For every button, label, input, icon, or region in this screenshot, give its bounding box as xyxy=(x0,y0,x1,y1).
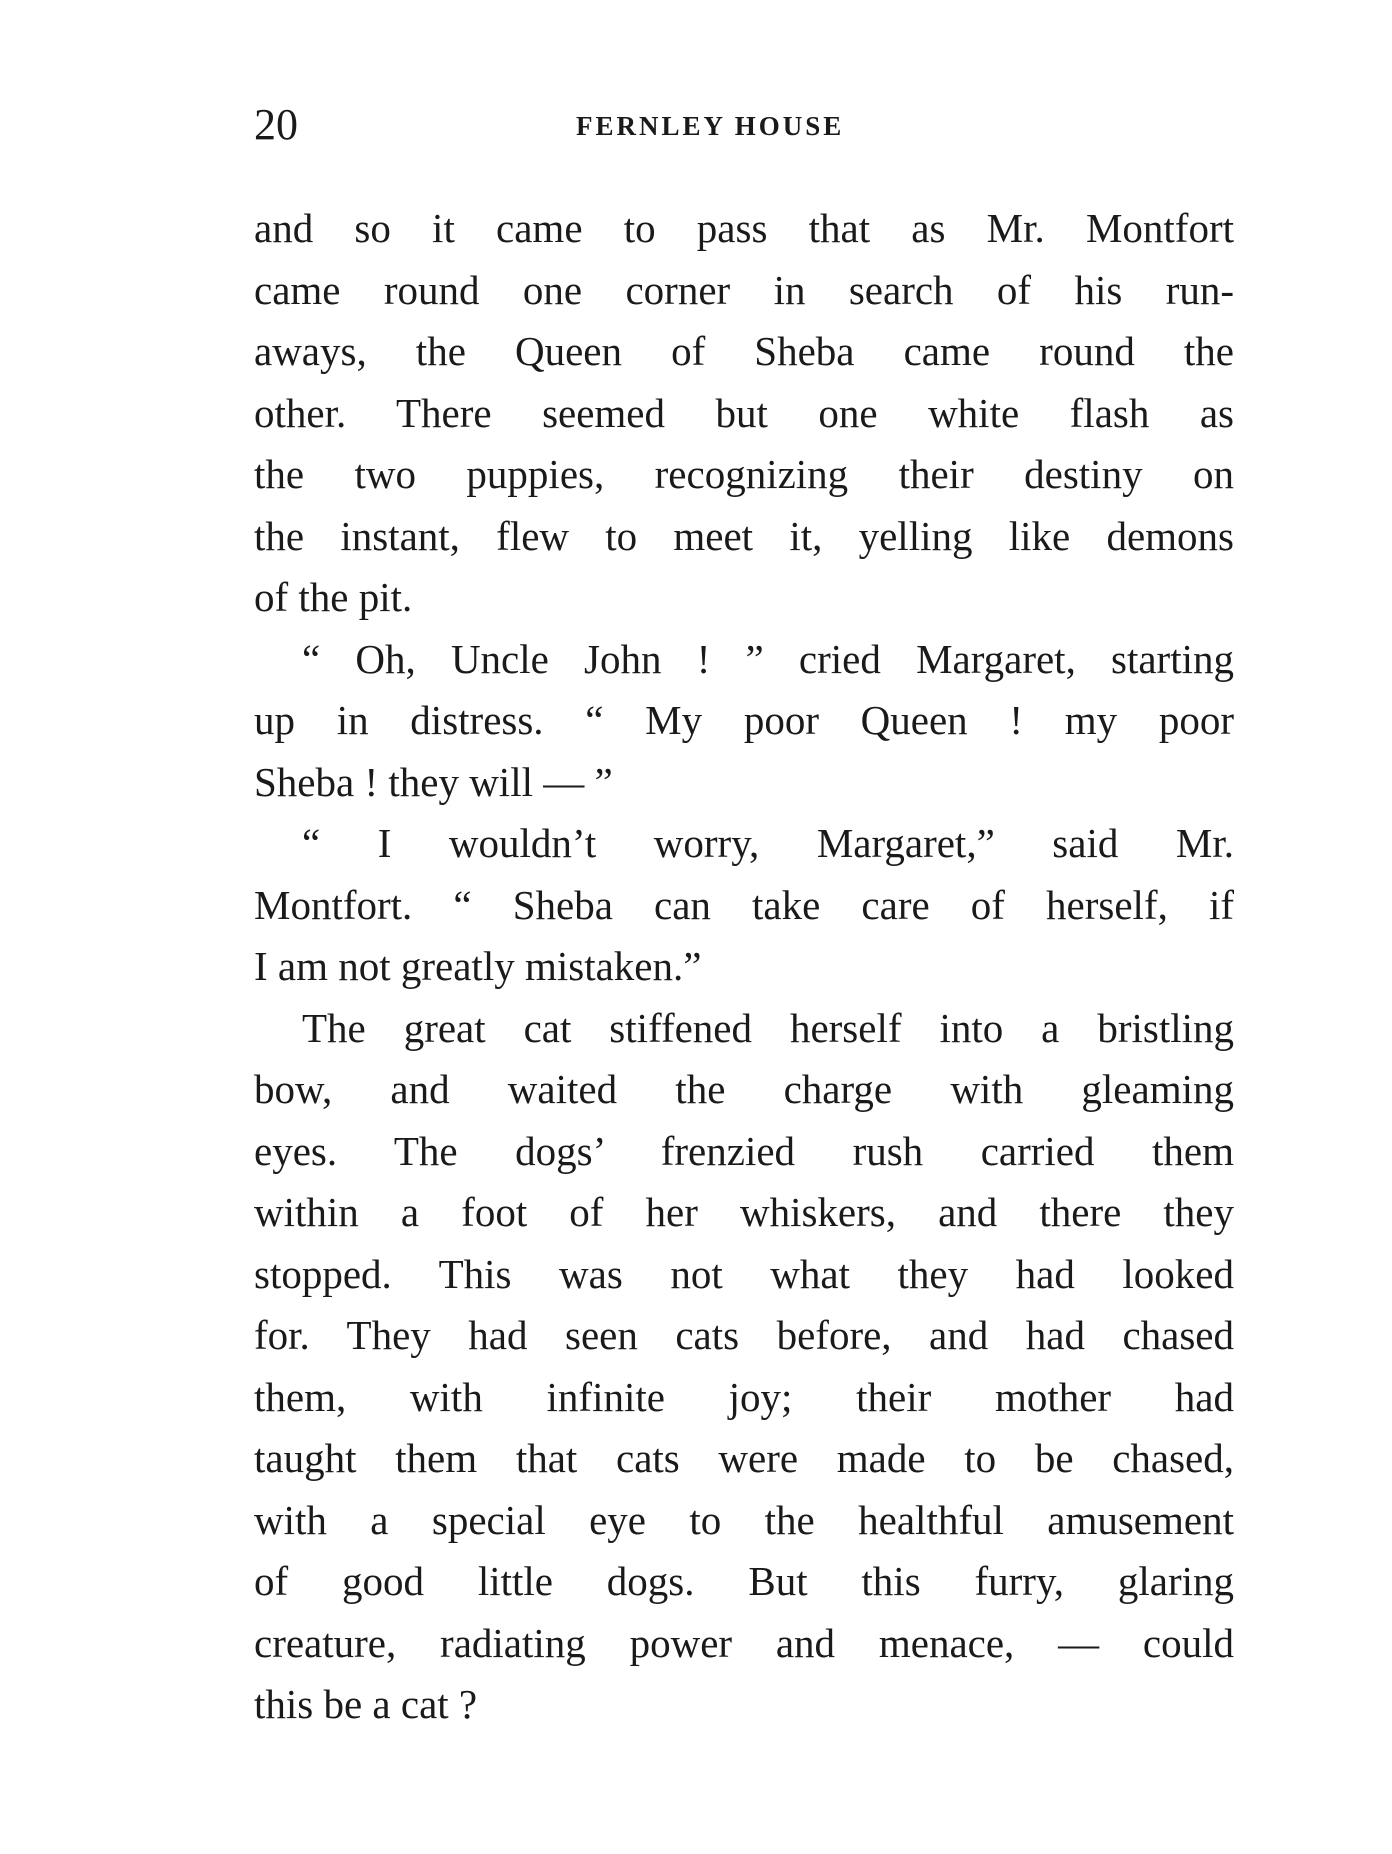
running-head xyxy=(254,100,1232,150)
text-line: bow, and waited the charge with gleaming xyxy=(254,1066,1234,1112)
text-line: for. They had seen cats before, and had chased xyxy=(254,1312,1234,1358)
text-line: aways, the Queen of Sheba came round the xyxy=(254,328,1234,374)
text-line: I am not greatly mistaken.” xyxy=(254,943,702,989)
text-line: other. There seemed but one white flash as xyxy=(254,389,1234,436)
text-line: the two puppies, recognizing their destiny on xyxy=(254,451,1234,497)
text-line: with a special eye to the healthful amusement xyxy=(254,1496,1234,1543)
text-line: of good little dogs. But this furry, glaring xyxy=(254,1558,1234,1604)
running-title: FERNLEY HOUSE xyxy=(576,111,845,141)
page-number: 20 xyxy=(254,100,298,149)
text-line: stopped. This was not what they had looked xyxy=(254,1250,1234,1297)
text-line: came round one corner in search of his run- xyxy=(254,266,1234,313)
text-line: creature, radiating power and menace, — could xyxy=(254,1619,1234,1666)
text-line: Montfort. “ Sheba can take care of herself, if xyxy=(254,881,1234,928)
text-line: taught them that cats were made to be chased, xyxy=(254,1435,1234,1481)
text-line: them, with infinite joy; their mother had xyxy=(254,1373,1234,1420)
text-line: within a foot of her whiskers, and there they xyxy=(254,1189,1234,1235)
text-line: “ I wouldn’t worry, Margaret,” said Mr. xyxy=(302,820,1234,866)
text-line: of the pit. xyxy=(254,574,413,620)
text-line: this be a cat ? xyxy=(254,1681,478,1727)
text-line: Sheba ! they will — ” xyxy=(254,758,613,805)
text-line: up in distress. “ My poor Queen ! my poor xyxy=(254,697,1234,743)
text-line: The great cat stiffened herself into a bristling xyxy=(302,1004,1234,1051)
text-line: eyes. The dogs’ frenzied rush carried them xyxy=(254,1127,1234,1174)
text-line: “ Oh, Uncle John ! ” cried Margaret, starting xyxy=(302,635,1234,682)
body-text xyxy=(254,198,1234,1736)
text-line: the instant, flew to meet it, yelling like demons xyxy=(254,512,1234,559)
text-line: and so it came to pass that as Mr. Montfort xyxy=(254,205,1234,251)
